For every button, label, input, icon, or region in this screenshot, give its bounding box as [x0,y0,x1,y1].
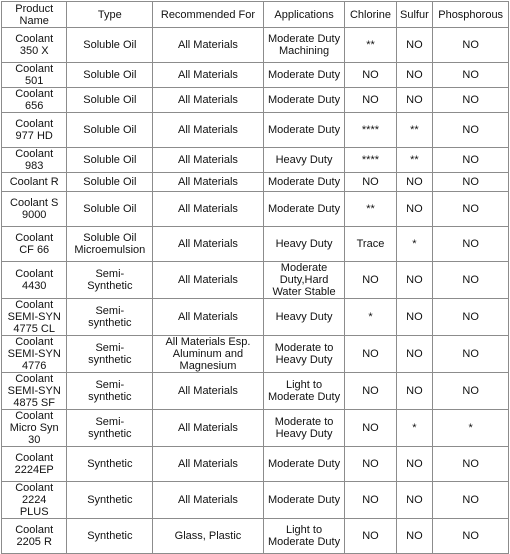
applications-cell: Moderate Duty [263,63,345,88]
phosphorous-cell: NO [433,28,509,63]
chlorine-cell: NO [345,262,396,299]
sulfur-cell: NO [396,482,433,519]
product-name-cell: Coolant SEMI-SYN 4775 CL [2,299,67,336]
recommended-for-cell: All Materials [153,262,263,299]
product-name-cell: Coolant 656 [2,88,67,113]
recommended-for-cell: All Materials [153,410,263,447]
sulfur-cell: NO [396,88,433,113]
chlorine-cell: NO [345,336,396,373]
chlorine-cell: NO [345,88,396,113]
phosphorous-cell: * [433,410,509,447]
table-row [2,519,509,554]
header-product-name: Product Name [2,2,67,28]
recommended-for-cell: All Materials [153,28,263,63]
type-cell: Soluble Oil [67,28,153,63]
type-cell: Soluble Oil [67,173,153,192]
sulfur-cell: ** [396,113,433,148]
phosphorous-cell: NO [433,447,509,482]
applications-cell: Heavy Duty [263,299,345,336]
type-cell: Soluble Oil Microemulsion [67,227,153,262]
recommended-for-cell: All Materials [153,63,263,88]
recommended-for-cell: All Materials [153,299,263,336]
applications-cell: Light to Moderate Duty [263,373,345,410]
sulfur-cell: NO [396,192,433,227]
phosphorous-cell: NO [433,227,509,262]
header-phosphorous: Phosphorous [433,2,509,28]
phosphorous-cell: NO [433,88,509,113]
product-name-cell: Coolant 977 HD [2,113,67,148]
chlorine-cell: **** [345,148,396,173]
header-applications: Applications [263,2,345,28]
applications-cell: Moderate Duty,Hard Water Stable [263,262,345,299]
header-sulfur: Sulfur [396,2,433,28]
recommended-for-cell: All Materials [153,113,263,148]
product-name-cell: Coolant 2205 R [2,519,67,554]
sulfur-cell: NO [396,373,433,410]
sulfur-cell: NO [396,262,433,299]
phosphorous-cell: NO [433,519,509,554]
applications-cell: Moderate Duty [263,113,345,148]
applications-cell: Moderate Duty [263,173,345,192]
phosphorous-cell: NO [433,113,509,148]
product-name-cell: Coolant SEMI-SYN 4875 SF [2,373,67,410]
applications-cell: Moderate Duty Machining [263,28,345,63]
phosphorous-cell: NO [433,373,509,410]
product-name-cell: Coolant 2224EP [2,447,67,482]
coolant-table [1,1,509,554]
type-cell: Semi- Synthetic [67,262,153,299]
sulfur-cell: * [396,410,433,447]
applications-cell: Moderate to Heavy Duty [263,410,345,447]
phosphorous-cell: NO [433,482,509,519]
recommended-for-cell: All Materials [153,88,263,113]
phosphorous-cell: NO [433,336,509,373]
phosphorous-cell: NO [433,173,509,192]
phosphorous-cell: NO [433,192,509,227]
product-name-cell: Coolant R [2,173,67,192]
sulfur-cell: ** [396,148,433,173]
applications-cell: Heavy Duty [263,227,345,262]
type-cell: Semi- synthetic [67,299,153,336]
table-row [2,227,509,262]
header-type: Type [67,2,153,28]
table-row [2,173,509,192]
product-name-cell: Coolant S 9000 [2,192,67,227]
chlorine-cell: NO [345,373,396,410]
chlorine-cell: Trace [345,227,396,262]
type-cell: Semi- synthetic [67,373,153,410]
type-cell: Soluble Oil [67,148,153,173]
product-name-cell: Coolant 501 [2,63,67,88]
applications-cell: Moderate Duty [263,88,345,113]
chlorine-cell: ** [345,192,396,227]
chlorine-cell: NO [345,410,396,447]
product-name-cell: Coolant SEMI-SYN 4776 [2,336,67,373]
table-row [2,336,509,373]
applications-cell: Moderate Duty [263,192,345,227]
phosphorous-cell: NO [433,299,509,336]
type-cell: Soluble Oil [67,192,153,227]
chlorine-cell: NO [345,519,396,554]
sulfur-cell: NO [396,173,433,192]
applications-cell: Heavy Duty [263,148,345,173]
table-row [2,192,509,227]
applications-cell: Light to Moderate Duty [263,519,345,554]
chlorine-cell: **** [345,113,396,148]
recommended-for-cell: All Materials [153,227,263,262]
type-cell: Soluble Oil [67,88,153,113]
recommended-for-cell: All Materials [153,192,263,227]
sulfur-cell: NO [396,336,433,373]
type-cell: Soluble Oil [67,113,153,148]
recommended-for-cell: All Materials Esp. Aluminum and Magnesium [153,336,263,373]
recommended-for-cell: Glass, Plastic [153,519,263,554]
table-row [2,447,509,482]
table-row [2,262,509,299]
phosphorous-cell: NO [433,262,509,299]
phosphorous-cell: NO [433,148,509,173]
type-cell: Synthetic [67,519,153,554]
applications-cell: Moderate to Heavy Duty [263,336,345,373]
product-name-cell: Coolant Micro Syn 30 [2,410,67,447]
table-row [2,63,509,88]
recommended-for-cell: All Materials [153,148,263,173]
table-row [2,410,509,447]
table-body [2,28,509,554]
table-row [2,299,509,336]
header-chlorine: Chlorine [345,2,396,28]
product-name-cell: Coolant 2224 PLUS [2,482,67,519]
type-cell: Soluble Oil [67,63,153,88]
table-row [2,28,509,63]
chlorine-cell: NO [345,482,396,519]
recommended-for-cell: All Materials [153,373,263,410]
type-cell: Synthetic [67,447,153,482]
header-recommended-for: Recommended For [153,2,263,28]
chlorine-cell: ** [345,28,396,63]
sulfur-cell: * [396,227,433,262]
applications-cell: Moderate Duty [263,482,345,519]
sulfur-cell: NO [396,519,433,554]
recommended-for-cell: All Materials [153,173,263,192]
recommended-for-cell: All Materials [153,482,263,519]
product-name-cell: Coolant CF 66 [2,227,67,262]
sulfur-cell: NO [396,28,433,63]
type-cell: Semi- synthetic [67,336,153,373]
chlorine-cell: NO [345,63,396,88]
table-row [2,148,509,173]
product-name-cell: Coolant 4430 [2,262,67,299]
product-name-cell: Coolant 350 X [2,28,67,63]
type-cell: Synthetic [67,482,153,519]
sulfur-cell: NO [396,63,433,88]
sulfur-cell: NO [396,447,433,482]
chlorine-cell: * [345,299,396,336]
table-row [2,373,509,410]
table-row [2,482,509,519]
type-cell: Semi- synthetic [67,410,153,447]
table-row [2,113,509,148]
chlorine-cell: NO [345,173,396,192]
phosphorous-cell: NO [433,63,509,88]
table-row [2,88,509,113]
product-name-cell: Coolant 983 [2,148,67,173]
recommended-for-cell: All Materials [153,447,263,482]
chlorine-cell: NO [345,447,396,482]
table-header-row [2,2,509,28]
sulfur-cell: NO [396,299,433,336]
applications-cell: Moderate Duty [263,447,345,482]
